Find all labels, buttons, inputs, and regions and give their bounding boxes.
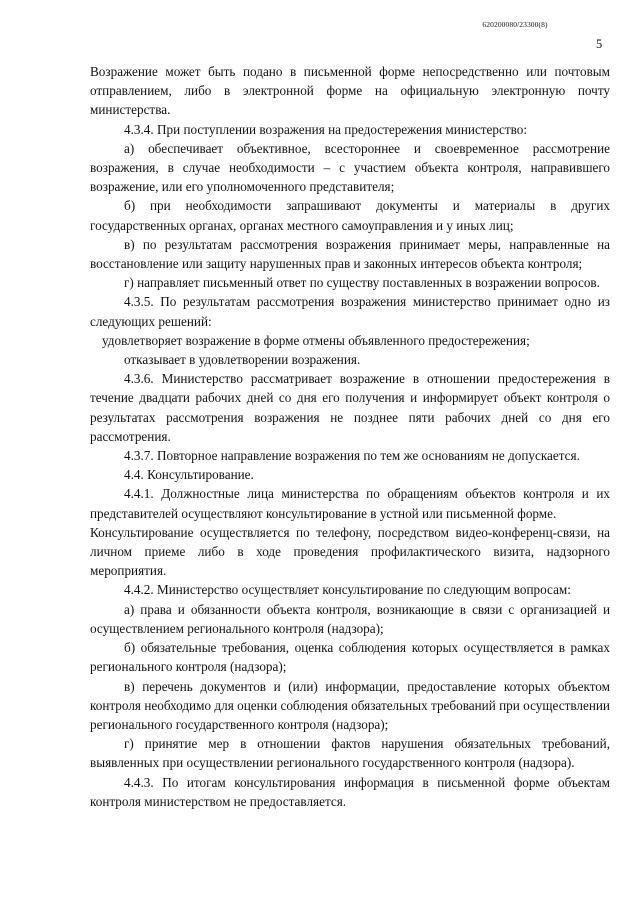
document-code: 620200080/23300(8) [482, 20, 548, 29]
paragraph-4-3-5: 4.3.5. По результатам рассмотрения возражения министерство принимает одно из следующих решений: [90, 294, 610, 329]
page-number: 5 [596, 37, 603, 51]
paragraph-decision-satisfy: удовлетворяет возражение в форме отмены объявленного предостережения; [102, 332, 530, 348]
paragraph-4-4-2: 4.4.2. Министерство осуществляет консультирование по следующим вопросам: [124, 582, 571, 598]
paragraph-objection-submission: Возражение может быть подано в письменной форме непосредственно или почтовым отправлением, либо в электронной форме на официальную электронную почту министерства. [90, 64, 610, 118]
paragraph-4-4-2-v: в) перечень документов и (или) информации, предоставление которых объектом контроля необходимо для оценки соблюдения обязательных требований при осуществлении регионального государственного контроля (надзора); [90, 678, 610, 732]
paragraph-4-3-4-v: в) по результатам рассмотрения возражения принимает меры, направленные на восстановление или защиту нарушенных прав и законных интересов объекта контроля; [90, 236, 610, 272]
document-body [90, 62, 610, 811]
paragraph-4-4-3: 4.4.3. По итогам консультирования информация в письменной форме объектам контроля министерством не предоставляется. [90, 774, 610, 809]
paragraph-4-3-7: 4.3.7. Повторное направление возражения по тем же основаниям не допускается. [124, 448, 580, 464]
paragraph-4-3-4: 4.3.4. При поступлении возражения на предостережения министерство: [124, 121, 528, 137]
paragraph-4-4-2-g: г) принятие мер в отношении фактов нарушения обязательных требований, выявленных при осуществлении регионального государственного контроля (надзора). [90, 736, 610, 771]
paragraph-4-3-4-b: б) при необходимости запрашивают документы и материалы в других государственных органах, органах местного самоуправления и у иных лиц; [90, 198, 610, 233]
paragraph-4-3-4-a: а) обеспечивает объективное, всестороннее и своевременное рассмотрение возражения, в случае необходимости – с участием объекта контроля, направившего возражение, или его уполномоченного представителя; [90, 140, 610, 195]
paragraph-4-3-6: 4.3.6. Министерство рассматривает возражение в отношении предостережения в течение двадцати рабочих дней со дня его получения и информирует объект контроля о результатах рассмотрения возражения не позднее пяти рабочих дней со дня его рассмотрения. [90, 371, 610, 444]
paragraph-4-4-2-a: а) права и обязанности объекта контроля, возникающие в связи с организацией и осуществлением регионального контроля (надзора); [90, 601, 610, 636]
paragraph-consulting-methods: Консультирование осуществляется по телефону, посредством видео-конференц-связи, на личном приеме либо в ходе проведения профилактического визита, надзорного мероприятия. [90, 524, 610, 579]
heading-4-4-consulting: 4.4. Консультирование. [124, 467, 254, 483]
paragraph-4-4-1: 4.4.1. Должностные лица министерства по обращениям объектов контроля и их представителей осуществляют консультирование в устной или письменной форме. [90, 486, 610, 521]
paragraph-decision-refuse: отказывает в удовлетворении возражения. [124, 352, 361, 368]
paragraph-4-3-4-g: г) направляет письменный ответ по существу поставленных в возражении вопросов. [124, 275, 600, 291]
paragraph-4-4-2-b: б) обязательные требования, оценка соблюдения которых осуществляется в рамках регионального контроля (надзора); [90, 640, 610, 675]
